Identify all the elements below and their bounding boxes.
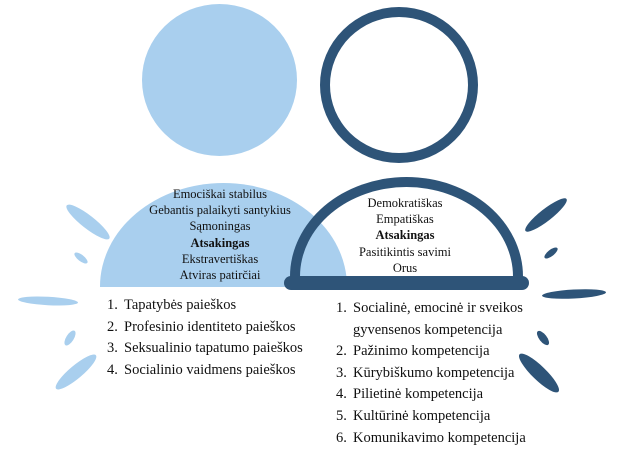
trait-label: Gebantis palaikyti santykius — [149, 203, 291, 218]
trait-label: Sąmoningas — [189, 219, 251, 234]
trait-label: Empatiškas — [376, 212, 434, 227]
item-text — [353, 384, 483, 406]
left-figure-traits — [100, 186, 340, 283]
list-item — [336, 384, 551, 406]
item-text — [353, 428, 526, 449]
item-text — [353, 341, 490, 363]
item-text — [124, 338, 303, 360]
item-number: 2. — [107, 318, 118, 335]
trait-label: Atviras patirčiai — [179, 268, 261, 283]
item-number: 3. — [107, 340, 118, 357]
item-number: 5. — [336, 407, 347, 424]
trait-label-bold: Atsakingas — [190, 235, 250, 250]
item-number: 3. — [336, 364, 347, 381]
item-number: 4. — [336, 386, 347, 403]
item-text — [353, 363, 514, 385]
list-item — [107, 338, 337, 360]
item-text — [124, 360, 296, 382]
item-number: 1. — [336, 300, 347, 316]
list-item — [336, 363, 551, 385]
item-number: 1. — [107, 297, 118, 313]
trait-label: Demokratiškas — [367, 196, 443, 210]
item-line: Seksualinio tapatumo paieškos — [124, 340, 303, 357]
item-number: 4. — [107, 361, 118, 378]
list-item — [107, 360, 337, 382]
trait-label-bold: Atsakingas — [375, 228, 435, 243]
item-line: Socialinio vaidmens paieškos — [124, 361, 296, 378]
left-ray-4 — [62, 329, 77, 347]
trait-label: Pasitikintis savimi — [358, 244, 452, 259]
item-text — [353, 298, 523, 341]
list-item — [336, 298, 551, 341]
trait-label: Ekstravertiškas — [181, 251, 259, 266]
right-figure-traits — [305, 195, 505, 276]
list-item — [336, 406, 551, 428]
list-item — [336, 341, 551, 363]
trait-label: Emociškai stabilus — [172, 187, 268, 201]
right-ray-2 — [543, 246, 560, 261]
item-text — [353, 406, 490, 428]
left-figure-head-circle — [142, 4, 297, 156]
item-line: Socialinė, emocinė ir sveikos — [353, 300, 523, 316]
item-line: Pilietinė kompetencija — [353, 386, 484, 403]
item-line: Kūrybiškumo kompetencija — [353, 364, 515, 381]
item-text — [124, 295, 236, 317]
list-item — [107, 317, 337, 339]
list-item — [107, 295, 337, 317]
left-numbered-list — [107, 295, 337, 381]
left-ray-2 — [73, 251, 90, 266]
right-ray-1 — [522, 194, 570, 235]
item-text — [124, 317, 296, 339]
list-item — [336, 428, 551, 449]
trait-label: Orus — [392, 260, 418, 275]
item-line: Pažinimo kompetencija — [353, 343, 490, 360]
left-rays — [18, 200, 113, 393]
left-ray-3 — [18, 295, 78, 307]
item-line: Kultūrinė kompetencija — [353, 407, 491, 424]
item-line: Tapatybės paieškos — [124, 297, 237, 313]
item-number: 2. — [336, 343, 347, 360]
left-ray-5 — [52, 350, 100, 393]
right-figure-head-circle — [320, 7, 478, 163]
right-ray-3 — [542, 288, 606, 300]
item-line: Komunikavimo kompetencija — [353, 429, 526, 446]
item-number: 6. — [336, 429, 347, 446]
item-line: Profesinio identiteto paieškos — [124, 318, 296, 335]
right-numbered-list — [336, 298, 551, 449]
item-line: gyvensenos kompetencija — [353, 321, 503, 338]
